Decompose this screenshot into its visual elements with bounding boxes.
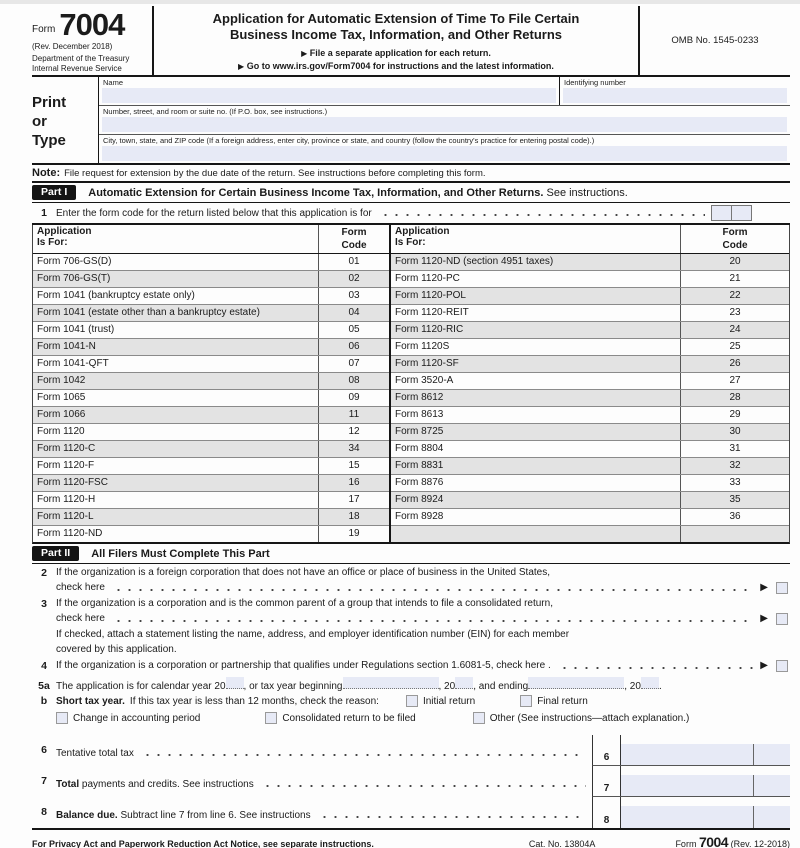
initial-return-checkbox[interactable]	[406, 695, 418, 707]
form-name-cell: Form 8876	[391, 475, 681, 491]
line5b-number: b	[40, 694, 48, 707]
city-state-zip-label: City, town, state, and ZIP code (If a foreign address, enter city, province or state, and country (follow the country's practice for entering postal code).)	[103, 136, 595, 145]
part2-header	[32, 544, 790, 564]
form-name-cell: Form 1120-L	[33, 509, 319, 525]
line1-number: 1	[41, 207, 47, 219]
form-code-table-right	[391, 225, 789, 542]
form-code-cell: 17	[348, 494, 360, 505]
table-row	[391, 305, 789, 322]
line3-checkbox[interactable]	[776, 613, 788, 625]
arrowhead-icon: ▶	[301, 49, 308, 58]
dot-leader	[557, 661, 755, 671]
table-row	[391, 441, 789, 458]
table-row	[391, 492, 789, 509]
form-code-cell: 08	[348, 375, 360, 386]
form-name-cell	[391, 526, 681, 542]
form-code-cell: 07	[348, 358, 360, 369]
footer-revision: (Rev. 12-2018)	[730, 838, 790, 848]
part1-header	[32, 183, 790, 203]
line4-text: If the organization is a corporation or partnership that qualifies under Regulations section 1.6081-5, check here .	[56, 660, 551, 671]
part2-title: All Filers Must Complete This Part	[91, 547, 270, 560]
part1-title-suffix: See instructions.	[546, 186, 628, 199]
form-name-cell: Form 1120-POL	[391, 288, 681, 304]
col-header-application-right: Application Is For:	[391, 225, 681, 253]
bullet-separate-application: ▶ File a separate application for each return.	[301, 48, 491, 58]
form-footer	[32, 830, 790, 848]
dot-leader	[260, 778, 586, 790]
form-code-cell: 15	[348, 460, 360, 471]
form-name-cell: Form 1042	[33, 373, 319, 389]
name-input[interactable]	[102, 88, 556, 103]
table-row	[33, 424, 389, 441]
table-row	[33, 475, 389, 492]
form-code-cell: 22	[729, 290, 741, 301]
dot-leader	[111, 583, 754, 593]
form-name-cell: Form 1120-C	[33, 441, 319, 457]
table-row	[33, 339, 389, 356]
line5b-bold: Short tax year.	[56, 695, 125, 707]
form-code-cell: 21	[729, 273, 741, 284]
form-code-cell: 33	[729, 477, 741, 488]
table-row	[391, 339, 789, 356]
line2-number: 2	[41, 567, 47, 579]
form-code-cell: 03	[348, 290, 360, 301]
table-row	[391, 424, 789, 441]
table-row	[391, 356, 789, 373]
form-name-cell: Form 8928	[391, 509, 681, 525]
calendar-year-input[interactable]	[226, 677, 244, 689]
col-header-form-code-right: Form Code	[722, 227, 748, 251]
col-header-form-code-left: Form Code	[341, 227, 367, 251]
dept-treasury: Department of the Treasury	[32, 54, 130, 63]
line4-regulations-16081-5	[32, 657, 790, 674]
form-title-line1: Application for Automatic Extension of Time To File Certain	[212, 11, 580, 26]
tax-year-ending-input[interactable]	[528, 677, 624, 689]
print-or-type-section	[32, 77, 790, 165]
line2-text: If the organization is a foreign corporation that does not have an office or place of business in the United States,	[56, 567, 551, 578]
line1-form-code	[32, 203, 790, 225]
form-name-cell: Form 1120-ND	[33, 526, 319, 542]
arrowhead-icon: ▶	[238, 62, 245, 71]
final-return-checkbox[interactable]	[520, 695, 532, 707]
form-name-cell: Form 8725	[391, 424, 681, 440]
privacy-act-notice: For Privacy Act and Paperwork Reduction Act Notice, see separate instructions.	[32, 838, 374, 848]
table-row	[33, 509, 389, 526]
table-row	[391, 390, 789, 407]
line1-text: Enter the form code for the return listed below that this application is for	[56, 207, 372, 219]
line5a-seg5: , 20	[624, 680, 641, 692]
table-row	[391, 475, 789, 492]
form-code-cell: 24	[729, 324, 741, 335]
line5a-seg3: , 20	[438, 680, 456, 692]
footer-form-word: Form	[675, 838, 697, 848]
form-name-cell: Form 1120	[33, 424, 319, 440]
amount-lines	[32, 735, 790, 830]
form-code-cell: 11	[348, 409, 360, 420]
line5a-seg1: The application is for calendar year 20	[56, 680, 226, 692]
other-reason-checkbox[interactable]	[473, 712, 485, 724]
note-bold: Note:	[32, 167, 61, 179]
form-name-cell: Form 1120-RIC	[391, 322, 681, 338]
line3-number: 3	[41, 598, 47, 610]
form-name-cell: Form 1120-F	[33, 458, 319, 474]
form-code-cell: 19	[348, 528, 360, 539]
form-name-cell: Form 1041 (estate other than a bankruptcy estate)	[33, 305, 319, 321]
omb-number: OMB No. 1545-0233	[671, 35, 759, 46]
form-name-cell: Form 1120-PC	[391, 271, 681, 287]
form-name-cell: Form 1041 (bankruptcy estate only)	[33, 288, 319, 304]
form-code-box-1[interactable]	[711, 205, 732, 221]
dot-leader	[111, 614, 754, 624]
form-code-cell: 23	[729, 307, 741, 318]
table-row	[391, 271, 789, 288]
total-payments-row	[32, 766, 790, 797]
line5a-seg6: .	[658, 680, 662, 692]
table-row	[391, 373, 789, 390]
form-name-cell: Form 1041-N	[33, 339, 319, 355]
table-row	[33, 356, 389, 373]
form-code-box-2[interactable]	[732, 205, 752, 221]
form-title-line2: Business Income Tax, Information, and Other Returns	[229, 26, 563, 42]
form-code-cell: 28	[729, 392, 741, 403]
table-row	[391, 288, 789, 305]
form-code-cell: 12	[348, 426, 360, 437]
table-row	[391, 458, 789, 475]
other-reason-label: Other (See instructions—attach explanation.)	[489, 712, 690, 724]
table-row	[391, 322, 789, 339]
table-row	[33, 288, 389, 305]
final-return-label: Final return	[537, 695, 588, 707]
form-name-cell: Form 8831	[391, 458, 681, 474]
line5a-tax-year	[32, 674, 790, 692]
line8-text: Subtract line 7 from line 6. See instructions	[117, 809, 311, 821]
tax-year-beginning-input[interactable]	[343, 677, 439, 689]
line4-checkbox[interactable]	[776, 660, 788, 672]
form-code-cell: 16	[348, 477, 360, 488]
table-row	[33, 458, 389, 475]
table-row	[33, 407, 389, 424]
line5b-short-tax-year	[32, 692, 790, 726]
line8-cents-input[interactable]	[754, 806, 790, 828]
form-name-cell: Form 1065	[33, 390, 319, 406]
line2-check-here: check here	[56, 581, 105, 593]
line5a-seg2: , or tax year beginning	[243, 680, 343, 692]
initial-return-label: Initial return	[422, 695, 476, 707]
line6-cents-input[interactable]	[754, 744, 790, 765]
table-row	[391, 509, 789, 526]
consolidated-return-checkbox[interactable]	[265, 712, 277, 724]
note-text: File request for extension by the due date of the return. See instructions before completing this form.	[64, 168, 486, 179]
form-name-cell: Form 8924	[391, 492, 681, 508]
line8-number: 8	[41, 805, 47, 818]
consolidated-return-label: Consolidated return to be filed	[282, 712, 416, 724]
form-code-cell: 04	[348, 307, 360, 318]
line5a-seg4: , and ending	[473, 680, 529, 692]
dot-leader	[317, 809, 586, 821]
form-title-block	[154, 6, 640, 75]
form-code-cell: 09	[348, 392, 360, 403]
table-row	[33, 373, 389, 390]
line5b-text: If this tax year is less than 12 months, check the reason:	[129, 695, 379, 707]
name-label: Name	[103, 78, 124, 87]
col-header-application-left: Application Is For:	[33, 225, 319, 253]
line2-checkbox[interactable]	[776, 582, 788, 594]
form-word: Form	[32, 24, 56, 35]
form-name-cell: Form 1120-FSC	[33, 475, 319, 491]
line3-attachment-note: If checked, attach a statement listing the name, address, and employer identification number (EIN) for each member covered by this application.	[56, 629, 570, 655]
table-row	[33, 254, 389, 271]
line2-foreign-corporation	[32, 564, 790, 595]
dot-leader	[140, 747, 586, 759]
table-row	[33, 441, 389, 458]
form-code-cell: 20	[729, 256, 741, 267]
table-row	[33, 492, 389, 509]
form-header	[32, 6, 790, 77]
part2-badge: Part II	[32, 546, 79, 561]
line7-bold: Total	[56, 778, 80, 790]
footer-form-number: 7004	[698, 833, 729, 848]
form-name-cell: Form 1120S	[391, 339, 681, 355]
beginning-year-input[interactable]	[455, 677, 473, 689]
line8-amount-input[interactable]	[621, 806, 754, 828]
line7-amount-input[interactable]	[621, 775, 754, 796]
form-number-block	[32, 6, 154, 75]
dot-leader	[378, 208, 705, 218]
line8-box-number: 8	[593, 797, 621, 828]
form-name-cell: Form 1120-H	[33, 492, 319, 508]
table-row	[33, 305, 389, 322]
form-name-cell: Form 706-GS(T)	[33, 271, 319, 287]
form-code-cell: 02	[348, 273, 360, 284]
form-name-cell: Form 3520-A	[391, 373, 681, 389]
form-name-cell: Form 1041-QFT	[33, 356, 319, 372]
line4-number: 4	[41, 660, 47, 672]
form-code-cell: 31	[729, 443, 741, 454]
line3-text: If the organization is a corporation and is the common parent of a group that intends to file a consolidated return,	[56, 598, 553, 609]
table-row	[391, 254, 789, 271]
form-code-table-left	[33, 225, 391, 542]
scan-artifact	[0, 0, 800, 4]
arrowhead-icon: ▶	[760, 660, 768, 671]
bullet-go-to-url: ▶ Go to www.irs.gov/Form7004 for instructions and the latest information.	[238, 61, 554, 71]
table-row	[33, 390, 389, 407]
form-name-cell: Form 706-GS(D)	[33, 254, 319, 270]
form-code-cell: 36	[729, 511, 741, 522]
line3-consolidated-return	[32, 595, 790, 626]
form-code-cell: 25	[729, 341, 741, 352]
line7-number: 7	[41, 774, 47, 787]
line6-number: 6	[41, 743, 47, 756]
form-name-cell: Form 8804	[391, 441, 681, 457]
line6-box-number: 6	[593, 735, 621, 765]
line5a-number: 5a	[38, 679, 50, 692]
print-or-type-label: Print or Type	[32, 94, 67, 149]
dept-irs: Internal Revenue Service	[32, 63, 122, 73]
table-row	[391, 407, 789, 424]
identifying-number-label: Identifying number	[564, 78, 626, 87]
form-code-cell: 05	[348, 324, 360, 335]
city-state-zip-input[interactable]	[102, 146, 787, 161]
note-line	[32, 165, 790, 183]
form-name-cell: Form 1066	[33, 407, 319, 423]
catalog-number: Cat. No. 13804A	[528, 838, 596, 848]
form-name-cell: Form 1120-SF	[391, 356, 681, 372]
form-code-cell	[681, 526, 789, 542]
form-code-cell: 01	[348, 256, 360, 267]
form-name-cell: Form 1120-ND (section 4951 taxes)	[391, 254, 681, 270]
form-code-cell: 27	[729, 375, 741, 386]
form-code-table	[32, 225, 790, 544]
part1-badge: Part I	[32, 185, 76, 200]
change-accounting-period-label: Change in accounting period	[73, 712, 201, 724]
change-accounting-period-checkbox[interactable]	[56, 712, 68, 724]
table-row	[33, 322, 389, 339]
form-code-cell: 29	[729, 409, 741, 420]
form-code-cell: 06	[348, 341, 360, 352]
form-code-cell: 32	[729, 460, 741, 471]
arrowhead-icon: ▶	[760, 612, 768, 624]
table-row	[33, 271, 389, 288]
line8-bold: Balance due.	[56, 809, 118, 821]
line6-amount-input[interactable]	[621, 744, 754, 765]
form-name-cell: Form 1041 (trust)	[33, 322, 319, 338]
part1-title: Automatic Extension for Certain Business Income Tax, Information, and Other Returns.	[88, 186, 544, 199]
line3-check-here: check here	[56, 612, 105, 624]
address-input[interactable]	[102, 117, 787, 132]
form-number: 7004	[59, 7, 125, 42]
line7-text: payments and credits. See instructions	[79, 778, 254, 790]
table-row	[391, 526, 789, 542]
revision-date: (Rev. December 2018)	[32, 42, 113, 51]
identifying-number-input[interactable]	[563, 88, 787, 103]
ending-year-input[interactable]	[641, 677, 659, 689]
form-code-cell: 35	[729, 494, 741, 505]
form-code-cell: 34	[348, 443, 360, 454]
line6-text: Tentative total tax	[56, 747, 134, 759]
table-row	[33, 526, 389, 542]
line7-box-number: 7	[593, 766, 621, 796]
form-code-cell: 18	[348, 511, 360, 522]
arrowhead-icon: ▶	[760, 581, 768, 593]
balance-due-row	[32, 797, 790, 828]
form-code-cell: 26	[729, 358, 741, 369]
form-code-cell: 30	[729, 426, 741, 437]
form-name-cell: Form 8613	[391, 407, 681, 423]
form-name-cell: Form 1120-REIT	[391, 305, 681, 321]
line7-cents-input[interactable]	[754, 775, 790, 796]
address-label: Number, street, and room or suite no. (If P.O. box, see instructions.)	[103, 107, 328, 116]
form-name-cell: Form 8612	[391, 390, 681, 406]
tentative-total-tax-row	[32, 735, 790, 766]
